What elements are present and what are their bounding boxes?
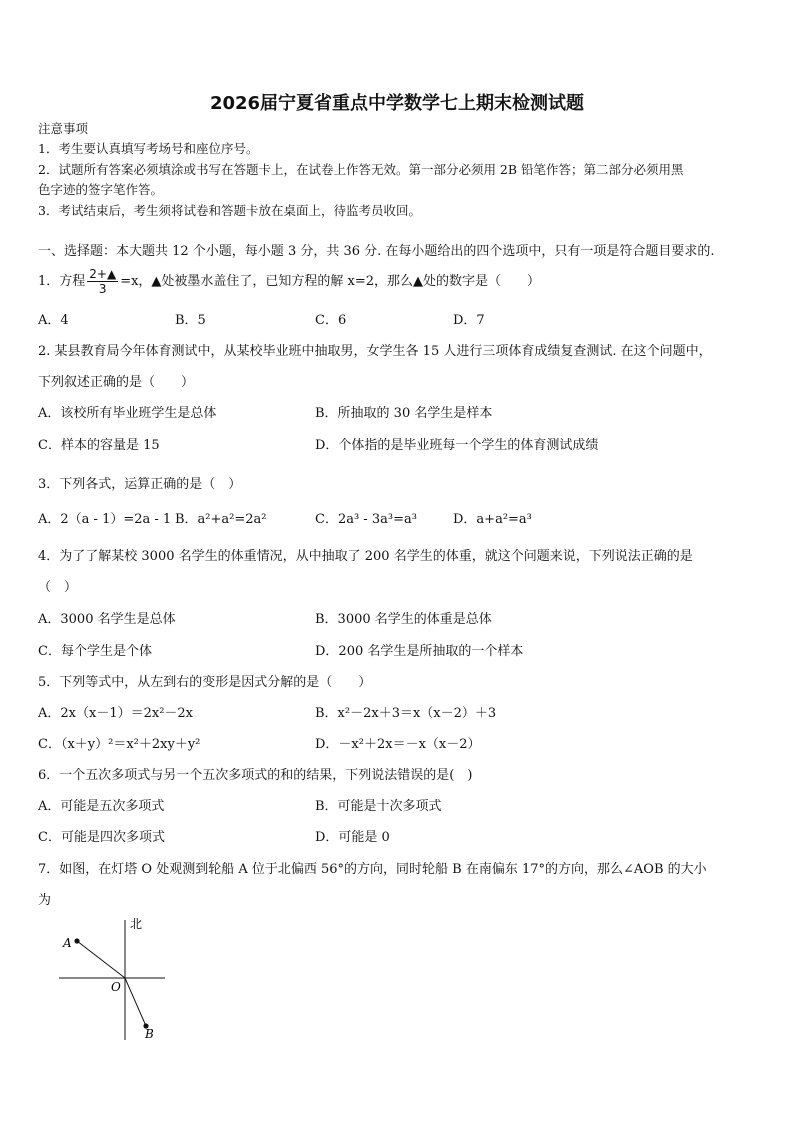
point-b-label: B [145, 1027, 154, 1041]
q6-option-c: C．可能是四次多项式 [38, 830, 165, 845]
q3-option-d: D．a+a²=a³ [453, 512, 532, 527]
point-a-dot [74, 938, 79, 943]
point-o-label: O [111, 980, 121, 994]
q1-fraction [87, 267, 118, 296]
ray-oa [77, 941, 125, 978]
q2-option-d: D．个体指的是毕业班每一个学生的体育测试成绩 [315, 438, 599, 453]
north-label: 北 [130, 917, 143, 931]
question-6: 6．一个五次多项式与另一个五次多项式的和的结果，下列说法错误的是( ) [38, 768, 473, 783]
compass-diagram [55, 912, 185, 1047]
ray-ob [125, 978, 146, 1026]
q1-numerator: 2+▲ [89, 267, 117, 281]
q6-option-a: A．可能是五次多项式 [38, 799, 165, 814]
q1-option-a: A．4 [38, 313, 69, 328]
q4-option-b: B．3000 名学生的体重是总体 [315, 612, 492, 627]
q5-option-c: C．（x＋y）²＝x²＋2xy＋y² [38, 737, 201, 752]
q1-option-c: C．6 [315, 313, 347, 328]
q1-option-b: B．5 [175, 313, 206, 328]
q2-option-c: C．样本的容量是 15 [38, 438, 160, 453]
q5-option-d: D．－x²＋2x＝－x（x－2） [315, 737, 481, 752]
q6-option-b: B．可能是十次多项式 [315, 799, 442, 814]
q1-suffix: =x，▲处被墨水盖住了，已知方程的解 x=2，那么▲处的数字是（ ） [120, 274, 541, 289]
q1-prefix: 1．方程 [38, 274, 86, 289]
notice-item-1: 1．考生要认真填写考场号和座位序号。 [38, 141, 259, 156]
q4-option-c: C．每个学生是个体 [38, 644, 152, 659]
section-heading: 一、选择题：本大题共 12 个小题，每小题 3 分，共 36 分. 在每小题给出的四个选项中，只有一项是符合题目要求的. [38, 244, 715, 259]
q2-option-b: B．所抽取的 30 名学生是样本 [315, 406, 493, 421]
q1-option-d: D．7 [453, 313, 485, 328]
q3-option-b: B．a²+a²=2a² [175, 512, 267, 527]
q5-option-a: A．2x（x－1）＝2x²－2x [38, 706, 194, 721]
question-1 [38, 266, 540, 298]
question-2-line-2: 下列叙述正确的是（ ） [38, 375, 195, 390]
question-3: 3．下列各式，运算正确的是（ ） [38, 477, 242, 492]
q3-option-a: A．2（a - 1）=2a - 1 [38, 512, 172, 527]
q2-option-a: A．该校所有毕业班学生是总体 [38, 406, 217, 421]
question-4-line-2: （ ） [38, 580, 78, 595]
q1-denominator: 3 [98, 282, 107, 296]
q6-option-d: D．可能是 0 [315, 830, 390, 845]
page-title: 2026届宁夏省重点中学数学七上期末检测试题 [209, 93, 585, 114]
q4-option-a: A．3000 名学生是总体 [38, 612, 176, 627]
notice-heading: 注意事项 [38, 121, 89, 136]
q4-option-d: D．200 名学生是所抽取的一个样本 [315, 644, 524, 659]
question-7-line-2: 为 [38, 893, 52, 908]
q3-option-c: C．2a³ - 3a³=a³ [315, 512, 417, 527]
question-2-line-1: 2. 某县教育局今年体育测试中，从某校毕业班中抽取男，女学生各 15 人进行三项体育成绩复查测试. 在这个问题中， [38, 344, 712, 359]
point-a-label: A [63, 936, 72, 950]
notice-item-2: 2．试题所有答案必须填涂或书写在答题卡上，在试卷上作答无效。第一部分必须用 2B 铅笔作答；第二部分必须用黑 [38, 162, 684, 177]
question-5: 5．下列等式中，从左到右的变形是因式分解的是（ ） [38, 675, 372, 690]
q5-option-b: B．x²－2x＋3＝x（x－2）＋3 [315, 706, 497, 721]
question-4-line-1: 4．为了了解某校 3000 名学生的体重情况，从中抽取了 200 名学生的体重，就这个问题来说，下列说法正确的是 [38, 549, 693, 564]
notice-item-3: 3．考试结束后，考生须将试卷和答题卡放在桌面上，待监考员收回。 [38, 203, 421, 218]
question-7-line-1: 7．如图，在灯塔 O 处观测到轮船 A 位于北偏西 56°的方向，同时轮船 B 在南偏东 17°的方向，那么∠AOB 的大小 [38, 862, 707, 877]
notice-item-2-cont: 色字迹的签字笔作答。 [38, 182, 164, 197]
